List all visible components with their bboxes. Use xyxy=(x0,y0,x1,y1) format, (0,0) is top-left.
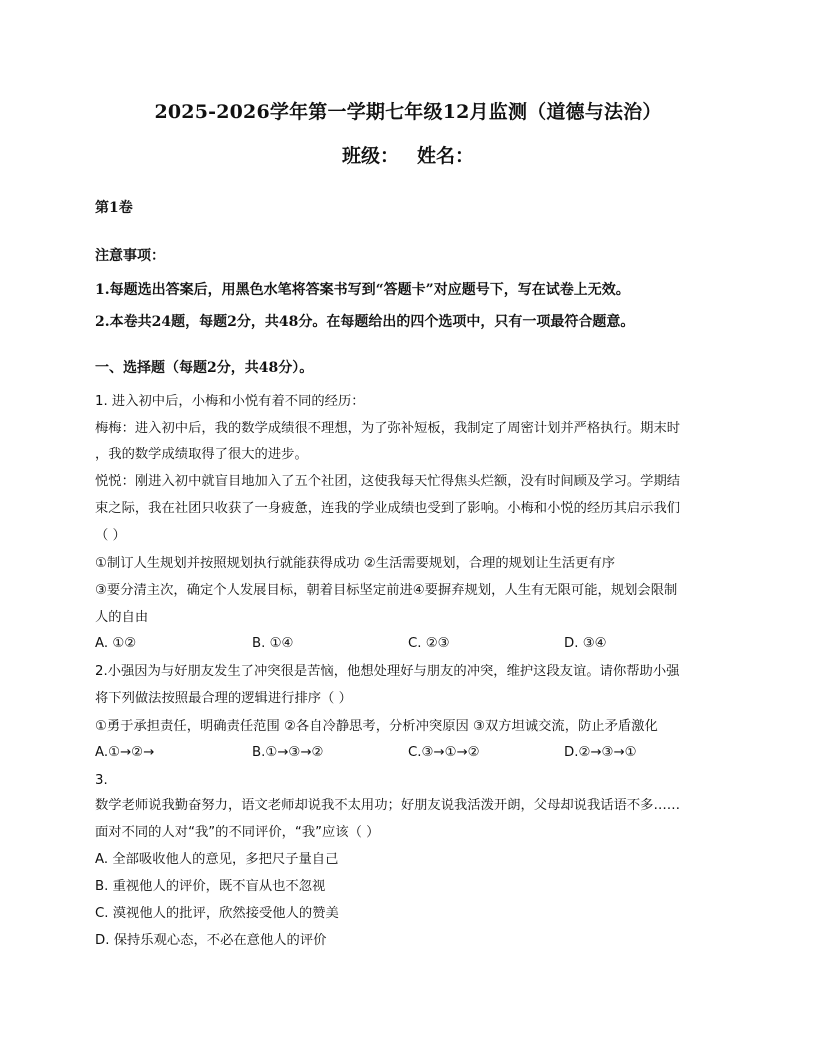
class-label: 班级： xyxy=(341,145,399,167)
q3-stem: 数学老师说我勤奋努力，语文老师却说我不太用功；好朋友说我活泼开朗，父母却说我话语不多…… xyxy=(95,798,681,813)
q2-line: 将下列做法按照最合理的逻辑进行排序（ ） xyxy=(95,691,352,706)
q2-option-c: C.③→①→② xyxy=(408,745,480,760)
part-title: 一、选择题（每题2分，共48分）。 xyxy=(95,360,314,376)
q3-option-c: C. 漠视他人的批评，欣然接受他人的赞美 xyxy=(95,906,339,921)
q1-option-a: A. ①② xyxy=(95,636,137,651)
q1-stem: 1. 进入初中后，小梅和小悦有着不同的经历： xyxy=(95,394,365,409)
q3-line: 面对不同的人对“我”的不同评价，“我”应该（ ） xyxy=(95,825,380,840)
q1-option-b: B. ①④ xyxy=(252,636,294,651)
q1-line: 悦悦：刚进入初中就盲目地加入了五个社团，这使我每天忙得焦头烂额，没有时间顾及学习。学期结 xyxy=(95,474,681,489)
name-label: 姓名： xyxy=(417,145,475,167)
q2-stem: 2.小强因为与好朋友发生了冲突很是苦恼，他想处理好与朋友的冲突，维护这段友谊。请你帮助小强 xyxy=(95,664,680,679)
q3-option-b: B. 重视他人的评价，既不盲从也不忽视 xyxy=(95,879,326,894)
student-info xyxy=(0,141,816,168)
q3-option-a: A. 全部吸收他人的意见，多把尺子量自己 xyxy=(95,852,339,867)
notice-item-2: 2.本卷共24题，每题2分，共48分。在每题给出的四个选项中，只有一项最符合题意。 xyxy=(95,314,635,330)
q1-option-d: D. ③④ xyxy=(564,636,607,651)
q1-statement: ①制订人生规划并按照规划执行就能获得成功 ②生活需要规划，合理的规划让生活更有序 xyxy=(95,556,616,571)
q1-line: ，我的数学成绩取得了很大的进步。 xyxy=(95,447,308,462)
exam-title: 2025-2026学年第一学期七年级12月监测（道德与法治） xyxy=(154,101,662,123)
volume-label: 第1卷 xyxy=(95,200,133,216)
q2-option-a: A.①→②→ xyxy=(95,745,155,760)
q1-statement: ③要分清主次，确定个人发展目标，朝着目标坚定前进④要摒弃规划，人生有无限可能，规划会限制 xyxy=(95,583,678,598)
q3-number: 3. xyxy=(95,773,108,788)
q2-options xyxy=(95,745,735,763)
q1-answer-blank: （ ） xyxy=(95,528,126,543)
q1-option-c: C. ②③ xyxy=(408,636,450,651)
q1-line: 梅梅：进入初中后，我的数学成绩很不理想，为了弥补短板，我制定了周密计划并严格执行。期末时 xyxy=(95,421,681,436)
q3-option-d: D. 保持乐观心态，不必在意他人的评价 xyxy=(95,933,327,948)
q2-option-b: B.①→③→② xyxy=(252,745,324,760)
q1-options xyxy=(95,636,735,654)
q1-statement: 人的自由 xyxy=(95,610,149,625)
q2-statement: ①勇于承担责任，明确责任范围 ②各自冷静思考，分析冲突原因 ③双方坦诚交流，防止矛盾激化 xyxy=(95,719,658,734)
q2-option-d: D.②→③→① xyxy=(564,745,637,760)
notice-title: 注意事项： xyxy=(95,248,165,264)
q1-line: 束之际，我在社团只收获了一身疲惫，连我的学业成绩也受到了影响。小梅和小悦的经历其启示我们 xyxy=(95,501,681,516)
notice-item-1: 1.每题选出答案后，用黑色水笔将答案书写到“答题卡”对应题号下，写在试卷上无效。 xyxy=(95,282,630,298)
